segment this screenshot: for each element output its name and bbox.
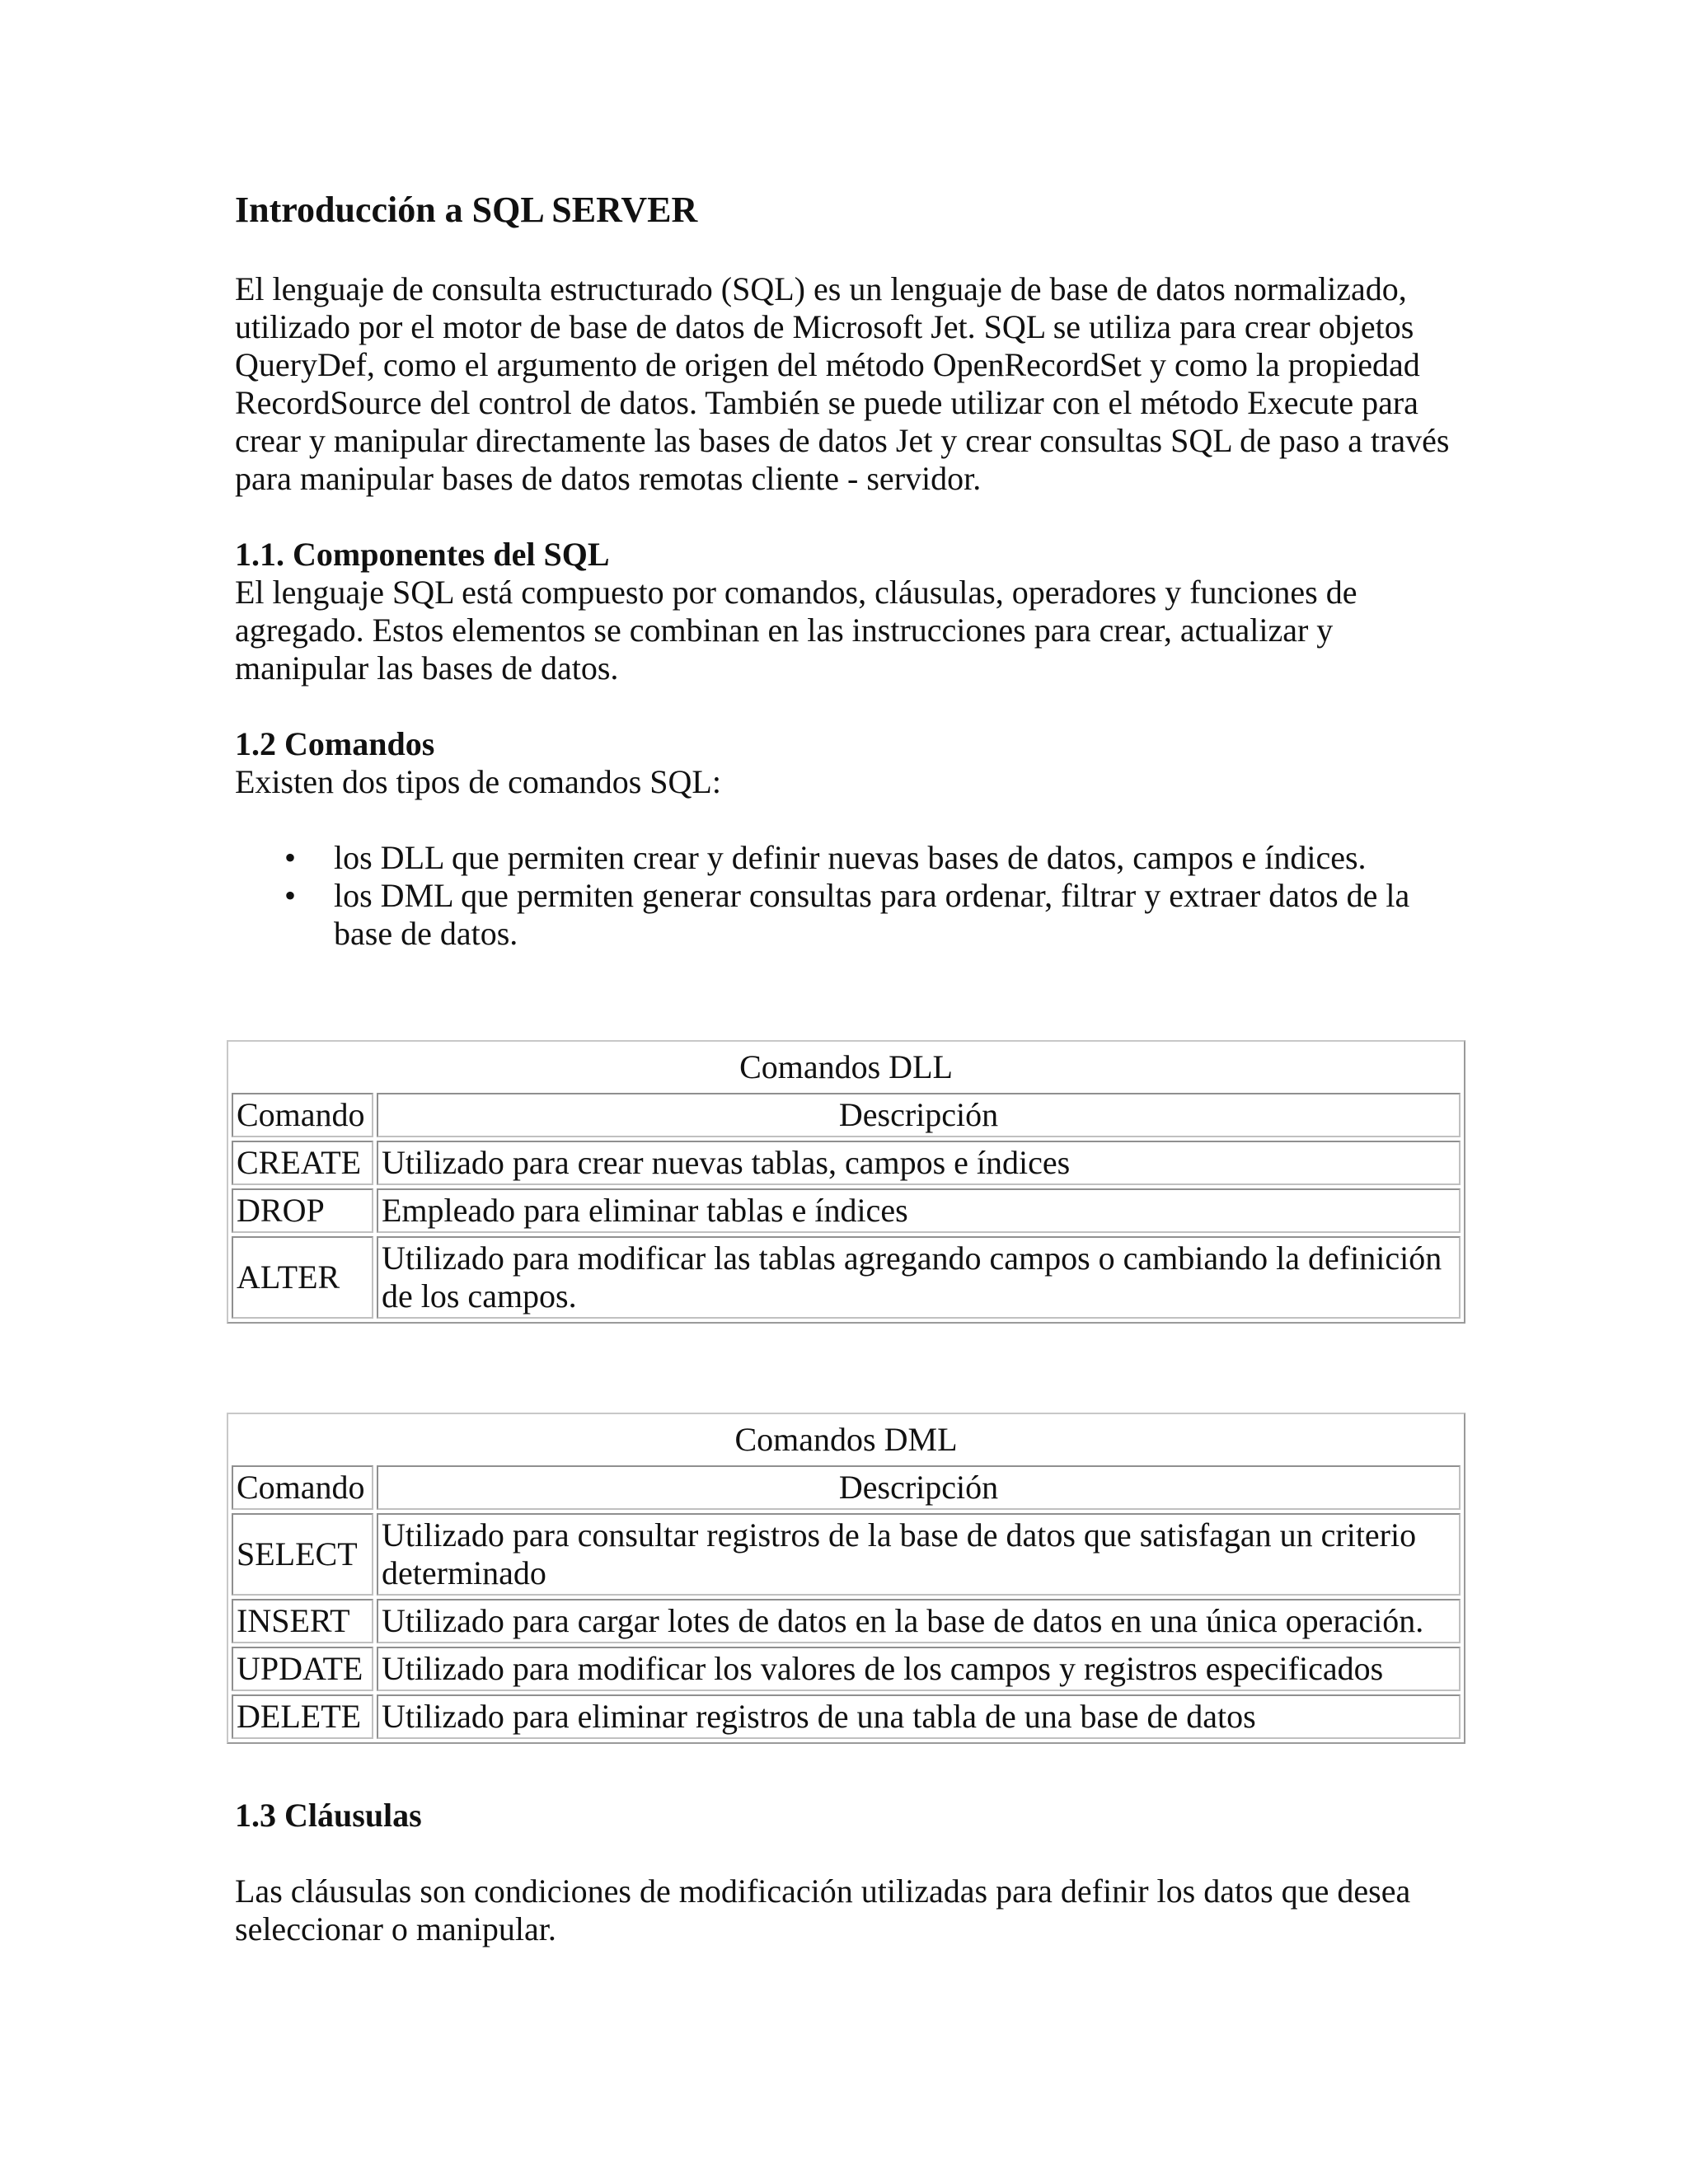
clausulas-section (235, 1797, 1471, 1948)
description-cell: Empleado para eliminar tablas e índices (377, 1188, 1461, 1233)
table-row (232, 1513, 1461, 1596)
table-header-row (232, 1093, 1461, 1137)
command-cell: INSERT (232, 1599, 373, 1643)
dll-commands-table (227, 1040, 1465, 1324)
dml-commands-table (227, 1413, 1465, 1744)
header-description: Descripción (377, 1465, 1461, 1510)
section-heading-clausulas: 1.3 Cláusulas (235, 1797, 422, 1834)
header-command: Comando (232, 1465, 373, 1510)
command-cell: DROP (232, 1188, 373, 1233)
header-command: Comando (232, 1093, 373, 1137)
table-row (232, 1236, 1461, 1319)
command-cell: DELETE (232, 1694, 373, 1739)
section-heading-componentes: 1.1. Componentes del SQL (235, 536, 610, 573)
document-body (235, 190, 1471, 953)
description-cell: Utilizado para eliminar registros de una tabla de una base de datos (377, 1694, 1461, 1739)
command-cell: CREATE (232, 1141, 373, 1185)
table-row (232, 1188, 1461, 1233)
list-item: • los DML que permiten generar consultas para ordenar, filtrar y extraer datos de la base de datos. (334, 877, 1471, 953)
table-row (232, 1647, 1461, 1691)
page-title: Introducción a SQL SERVER (235, 190, 698, 230)
section-body-componentes: El lenguaje SQL está compuesto por comandos, cláusulas, operadores y funciones de agregado. Estos elementos se combinan en las instrucciones para crear, actualizar y manipular las bases de datos. (235, 574, 1357, 687)
table-row (232, 1599, 1461, 1643)
command-cell: SELECT (232, 1513, 373, 1596)
intro-paragraph: El lenguaje de consulta estructurado (SQL) es un lenguaje de base de datos normalizado, utilizado por el motor de base de datos de Microsoft Jet. SQL se utiliza para crear objetos QueryDef, como el argumento de origen del método OpenRecordSet y como la propiedad RecordSource del control de datos. También se puede utilizar con el método Execute para crear y manipular directamente las bases de datos Jet y crear consultas SQL de paso a través para manipular bases de datos remotas cliente - servidor. (235, 270, 1450, 497)
table-row (232, 1694, 1461, 1739)
section-body-clausulas: Las cláusulas son condiciones de modificación utilizadas para definir los datos que desea seleccionar o manipular. (235, 1872, 1411, 1947)
header-description: Descripción (377, 1093, 1461, 1137)
table-header-row (232, 1465, 1461, 1510)
description-cell: Utilizado para crear nuevas tablas, campos e índices (377, 1141, 1461, 1185)
description-cell: Utilizado para modificar las tablas agregando campos o cambiando la definición de los campos. (377, 1236, 1461, 1319)
command-type-list (235, 839, 1471, 953)
table-caption: Comandos DLL (739, 1048, 953, 1085)
description-cell: Utilizado para cargar lotes de datos en la base de datos en una única operación. (377, 1599, 1461, 1643)
section-body-comandos: Existen dos tipos de comandos SQL: (235, 763, 721, 800)
description-cell: Utilizado para consultar registros de la base de datos que satisfagan un criterio determinado (377, 1513, 1461, 1596)
command-cell: ALTER (232, 1236, 373, 1319)
table-row (232, 1141, 1461, 1185)
command-cell: UPDATE (232, 1647, 373, 1691)
description-cell: Utilizado para modificar los valores de los campos y registros especificados (377, 1647, 1461, 1691)
section-heading-comandos: 1.2 Comandos (235, 725, 435, 762)
list-item: • los DLL que permiten crear y definir nuevas bases de datos, campos e índices. (334, 839, 1471, 877)
table-caption: Comandos DML (734, 1421, 958, 1458)
